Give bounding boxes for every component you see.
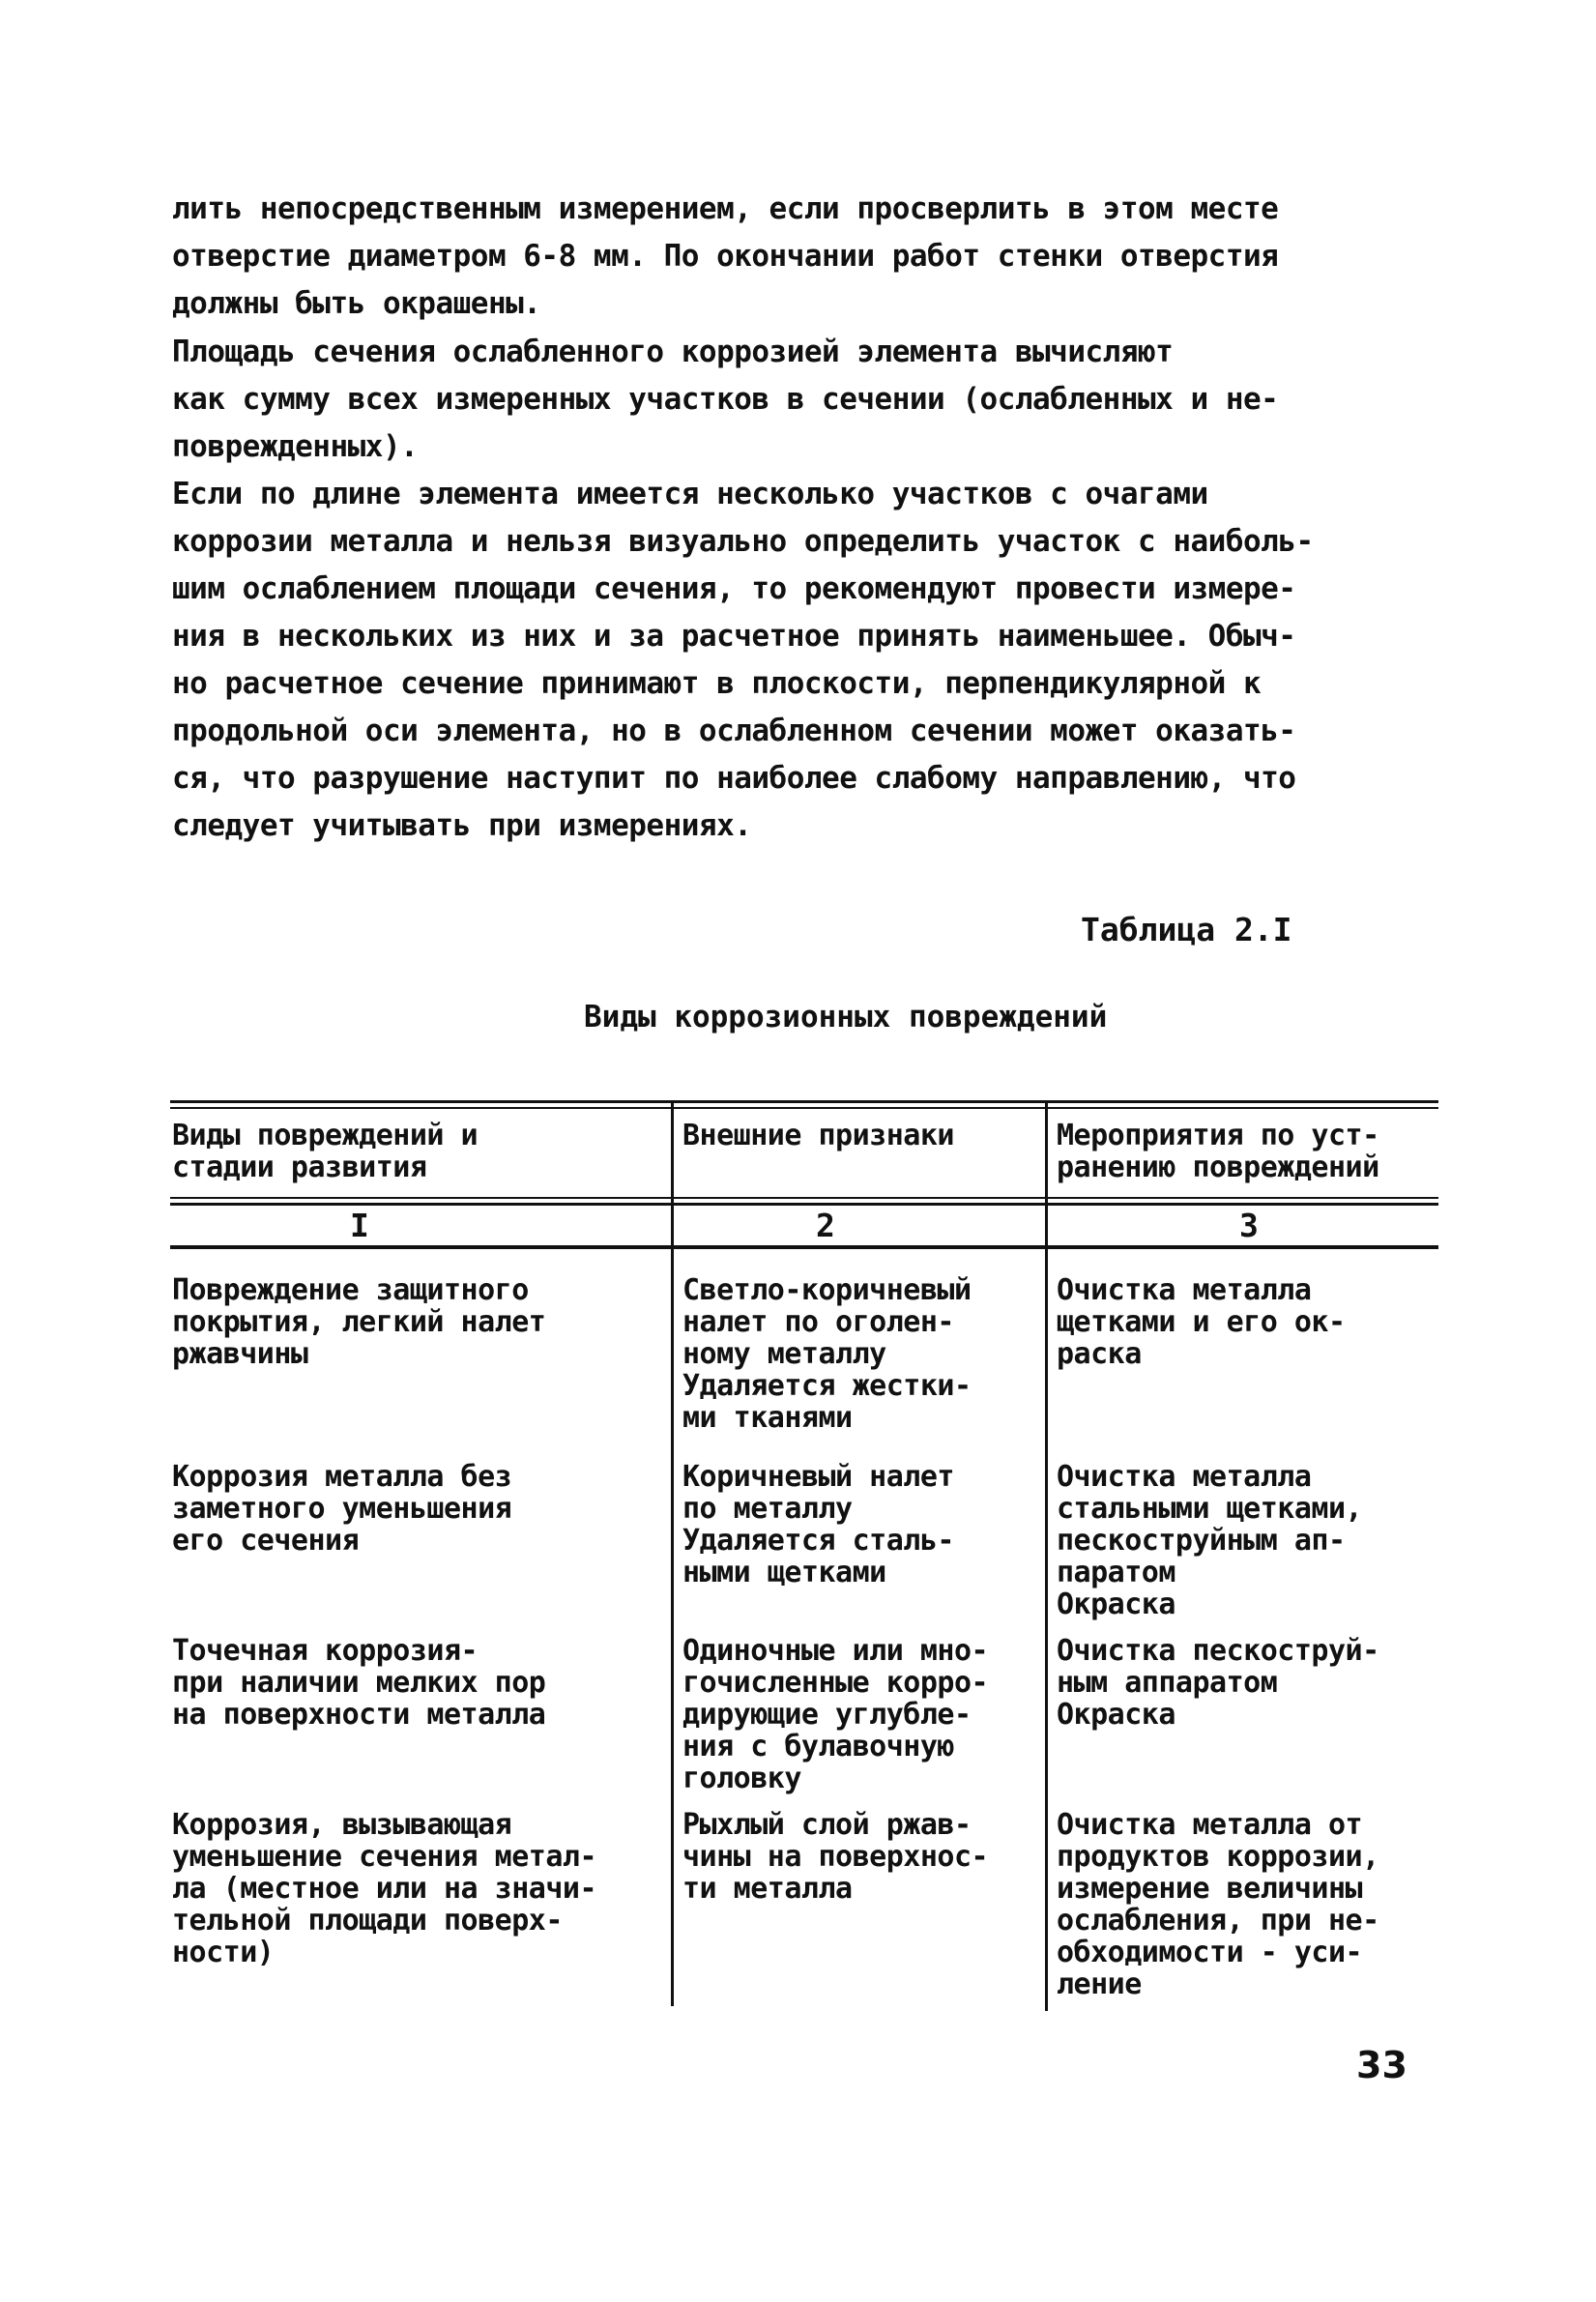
table-cell: Коррозия, вызывающая уменьшение сечения метал- ла (местное или на значи- тельной площади поверх- ности) [172, 1808, 597, 1969]
header-external-signs: Внешние признаки [682, 1119, 954, 1152]
table-cell: Одиночные или мно- гочисленные корро- дирующие углубле- ния с булавочную головку [682, 1634, 989, 1795]
table-cell: Очистка пескоструй- ным аппаратом Окраска [1057, 1634, 1379, 1732]
column-number-1: I [350, 1207, 369, 1244]
table-cell: Очистка металла от продуктов коррозии, измерение величины ослабления, при не- обходимости - уси- ление [1057, 1808, 1379, 2001]
header-remedial-measures: Мероприятия по уст- ранению повреждений [1057, 1119, 1379, 1184]
table-cell: Очистка металла щетками и его ок- раска [1057, 1273, 1346, 1371]
header-damage-types: Виды повреждений и стадии развития [172, 1119, 479, 1184]
paragraph-3: Если по длине элемента имеется несколько участков с очагами коррозии металла и нельзя визуально определить участок с наиболь- шим ослаблением площади сечения, то рекомендуют провести измере- ния в нескольких из них и за расчетное принять наименьшее. Обыч- но расчетное сечение принимают в плоскости, перпендикулярной к продольной оси элемента, но в ослабленном сечении может оказать- ся, что разрушение наступит по наиболее слабому направлению, что следует учитывать при измерениях. [172, 477, 1314, 843]
table-title: Виды коррозионных повреждений [584, 1000, 1108, 1034]
table-cell: Коричневый налет по металлу Удаляется сталь- ными щетками [682, 1460, 954, 1589]
header-bottom-rule-inner [170, 1203, 1438, 1206]
table-cell: Точечная коррозия- при наличии мелких пор на поверхности металла [172, 1634, 546, 1732]
table-cell: Очистка металла стальными щетками, пескоструйным ап- паратом Окраска [1057, 1460, 1363, 1621]
table-cell: Рыхлый слой ржав- чины на поверхнос- ти металла [682, 1808, 989, 1906]
header-bottom-rule [170, 1197, 1438, 1199]
column-number-2: 2 [816, 1207, 835, 1244]
column-number-rule [170, 1245, 1438, 1249]
table-top-rule-inner [170, 1107, 1438, 1109]
paragraph-1: лить непосредственным измерением, если просверлить в этом месте отверстие диаметром 6-8 мм. По окончании работ стенки отверстия должны быть окрашены. [172, 191, 1279, 321]
table-label: Таблица 2.I [1081, 911, 1292, 948]
page-number: 33 [1356, 2044, 1407, 2086]
table-top-rule [170, 1100, 1438, 1103]
paragraph-2: Площадь сечения ослабленного коррозией элемента вычисляют как сумму всех измеренных участков в сечении (ослабленных и не- поврежденных). [172, 335, 1279, 464]
table-cell: Светло-коричневый налет по оголен- ному металлу Удаляется жестки- ми тканями [682, 1273, 972, 1435]
table-cell: Коррозия металла без заметного уменьшения его сечения [172, 1460, 512, 1558]
column-number-3: 3 [1239, 1207, 1259, 1244]
table-cell: Повреждение защитного покрытия, легкий налет ржавчины [172, 1273, 546, 1371]
corrosion-damage-table [170, 1100, 1438, 2009]
